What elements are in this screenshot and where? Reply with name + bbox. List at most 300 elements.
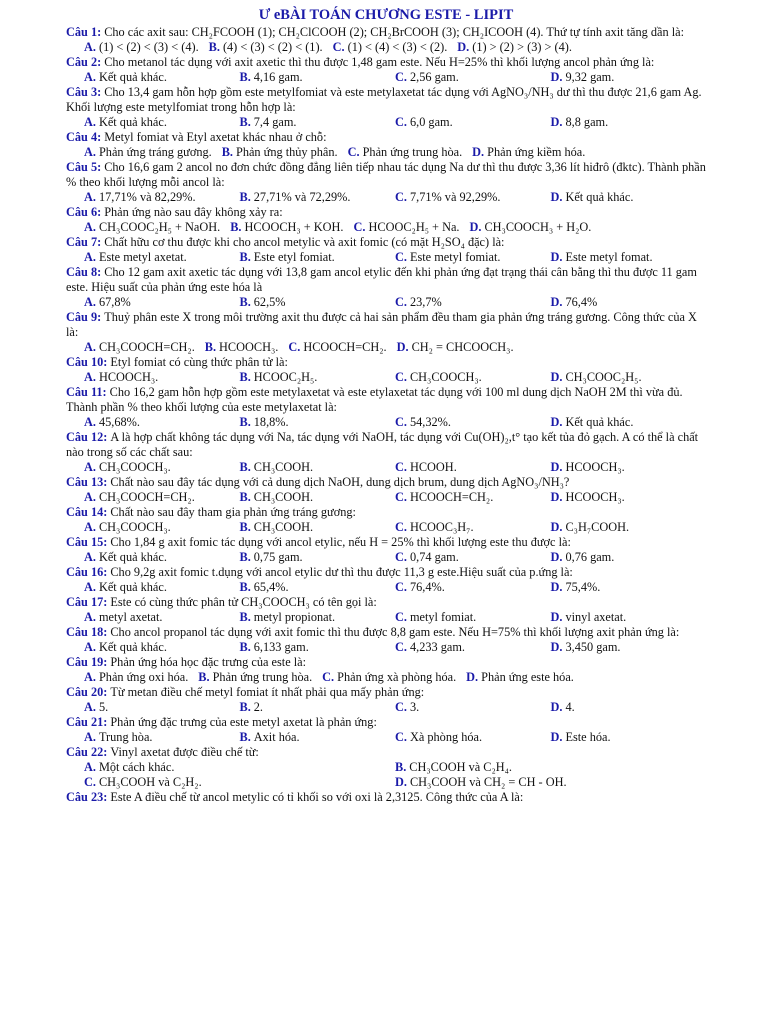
- question-number: Câu 22:: [66, 745, 108, 759]
- option-text: 0,75 gam.: [253, 550, 303, 564]
- answer-option-c: [395, 460, 551, 475]
- answer-option-a: [84, 340, 195, 354]
- answer-option-c: [395, 370, 551, 385]
- option-text: 7,71% và 92,29%.: [409, 190, 501, 204]
- answer-option-a: [84, 700, 240, 715]
- answer-option-c: [395, 250, 551, 265]
- option-text: HCOOCH₃.: [565, 460, 625, 474]
- question-7: [66, 235, 706, 265]
- answer-option-d: [395, 775, 706, 790]
- question-stem: [66, 475, 706, 490]
- question-text: Cho 16,6 gam 2 ancol no đơn chức đồng đẳng liên tiếp nhau tác dụng Na dư thì thu được 3,36 lít hiđrô (đktc). Thành phần % theo khối lượng mỗi ancol là:: [66, 160, 706, 189]
- question-14: [66, 505, 706, 535]
- option-text: (4) < (3) < (2) < (1).: [222, 40, 323, 54]
- option-text: (1) < (4) < (3) < (2).: [347, 40, 448, 54]
- answer-option-d: [551, 460, 707, 475]
- question-stem: [66, 565, 706, 580]
- option-text: Kết quả khác.: [98, 580, 167, 594]
- option-text: 45,68%.: [98, 415, 140, 429]
- answer-option-d: [551, 295, 707, 310]
- option-letter: B.: [239, 550, 251, 564]
- answer-option-a: [84, 730, 240, 745]
- answer-option-c: [322, 670, 456, 684]
- option-text: Este metyl axetat.: [98, 250, 187, 264]
- option-letter: D.: [550, 610, 563, 624]
- option-letter: B.: [239, 640, 251, 654]
- option-letter: D.: [550, 415, 563, 429]
- option-letter: A.: [84, 250, 96, 264]
- option-letter: C.: [288, 340, 301, 354]
- question-number: Câu 4:: [66, 130, 102, 144]
- answer-option-d: [551, 550, 707, 565]
- option-text: 27,71% và 72,29%.: [253, 190, 351, 204]
- option-text: CH₃COOC₂H₅ + NaOH.: [98, 220, 221, 234]
- question-stem: [66, 85, 706, 115]
- question-text: A là hợp chất không tác dụng với Na, tác dụng với NaOH, tác dụng với Cu(OH)₂,t° tạo kết tủa đỏ gạch. A có thể là chất nào trong số các chất sau:: [66, 430, 699, 459]
- answer-option-b: [240, 550, 396, 565]
- option-text: 76,4%.: [409, 580, 445, 594]
- answer-options: [66, 670, 706, 685]
- answer-option-c: [395, 190, 551, 205]
- option-text: Trung hòa.: [98, 730, 153, 744]
- option-letter: D.: [550, 115, 563, 129]
- option-letter: B.: [239, 580, 251, 594]
- question-22: [66, 745, 706, 790]
- option-text: Phản ứng este hóa.: [481, 670, 574, 684]
- option-letter: C.: [395, 700, 407, 714]
- answer-option-b: [240, 115, 396, 130]
- option-letter: B.: [239, 370, 251, 384]
- question-stem: [66, 55, 706, 70]
- option-letter: C.: [395, 295, 407, 309]
- answer-option-a: [84, 760, 395, 775]
- answer-option-a: [84, 640, 240, 655]
- option-text: HCOOC₂H₅.: [253, 370, 318, 384]
- answer-option-c: [395, 550, 551, 565]
- answer-options: [66, 580, 706, 595]
- question-number: Câu 7:: [66, 235, 102, 249]
- question-5: [66, 160, 706, 205]
- question-18: [66, 625, 706, 655]
- question-stem: [66, 25, 706, 40]
- option-letter: D.: [550, 730, 563, 744]
- option-text: vinyl axetat.: [565, 610, 627, 624]
- option-letter: B.: [230, 220, 242, 234]
- option-letter: A.: [84, 190, 96, 204]
- option-text: Este metyl fomat.: [565, 250, 653, 264]
- option-text: Phản ứng trung hòa.: [362, 145, 463, 159]
- answer-option-a: [84, 490, 240, 505]
- option-letter: D.: [550, 250, 563, 264]
- option-text: HCOOCH=CH₂.: [303, 340, 387, 354]
- option-text: Kết quả khác.: [98, 115, 167, 129]
- question-17: [66, 595, 706, 625]
- answer-option-d: [551, 115, 707, 130]
- option-text: (1) < (2) < (3) < (4).: [98, 40, 199, 54]
- answer-option-b: [240, 295, 396, 310]
- question-stem: [66, 235, 706, 250]
- option-text: CH₃COOCH₃.: [409, 370, 482, 384]
- answer-options: [66, 250, 706, 265]
- option-text: HCOOCH=CH₂.: [409, 490, 494, 504]
- answer-options: [66, 730, 706, 745]
- option-text: Kết quả khác.: [98, 550, 167, 564]
- option-letter: C.: [84, 775, 96, 789]
- option-letter: B.: [239, 415, 251, 429]
- question-number: Câu 15:: [66, 535, 108, 549]
- option-letter: C.: [322, 670, 335, 684]
- answer-option-b: [209, 40, 323, 54]
- option-letter: C.: [395, 370, 407, 384]
- option-letter: B.: [239, 520, 251, 534]
- option-letter: D.: [550, 700, 563, 714]
- option-text: CH₃COOCH=CH₂.: [98, 490, 195, 504]
- question-text: Cho 1,84 g axit fomic tác dụng với ancol etylic, nếu H = 25% thì khối lượng este thu được là:: [110, 535, 571, 549]
- option-letter: C.: [395, 115, 407, 129]
- option-letter: D.: [550, 370, 563, 384]
- option-text: 2,56 gam.: [409, 70, 459, 84]
- option-text: HCOOH.: [409, 460, 457, 474]
- answer-option-b: [240, 640, 396, 655]
- option-letter: C.: [395, 580, 407, 594]
- option-text: 3,450 gam.: [565, 640, 621, 654]
- answer-option-b: [240, 520, 396, 535]
- option-letter: D.: [550, 520, 563, 534]
- answer-option-b: [240, 70, 396, 85]
- question-15: [66, 535, 706, 565]
- option-text: 4,233 gam.: [409, 640, 465, 654]
- answer-option-a: [84, 415, 240, 430]
- option-text: metyl propionat.: [253, 610, 336, 624]
- option-text: Este etyl fomiat.: [253, 250, 335, 264]
- answer-option-b: [240, 490, 396, 505]
- question-number: Câu 9:: [66, 310, 102, 324]
- answer-option-d: [466, 670, 574, 684]
- option-letter: A.: [84, 730, 96, 744]
- answer-option-b: [240, 250, 396, 265]
- option-text: Phản ứng thủy phân.: [235, 145, 338, 159]
- question-text: Phản ứng đặc trưng của este metyl axetat là phản ứng:: [110, 715, 377, 729]
- answer-option-a: [84, 580, 240, 595]
- option-letter: C.: [395, 730, 407, 744]
- option-text: 65,4%.: [253, 580, 289, 594]
- option-letter: C.: [395, 610, 407, 624]
- document-title: Ư eBÀI TOÁN CHƯƠNG ESTE - LIPIT: [258, 7, 514, 23]
- question-stem: [66, 790, 706, 805]
- option-letter: C.: [395, 460, 407, 474]
- option-letter: B.: [239, 70, 251, 84]
- answer-option-d: [397, 340, 514, 354]
- question-number: Câu 23:: [66, 790, 108, 804]
- option-letter: A.: [84, 490, 96, 504]
- answer-option-b: [230, 220, 343, 234]
- option-letter: A.: [84, 40, 96, 54]
- question-number: Câu 16:: [66, 565, 108, 579]
- question-4: [66, 130, 706, 160]
- answer-option-c: [395, 295, 551, 310]
- question-10: [66, 355, 706, 385]
- answer-option-b: [222, 145, 338, 159]
- answer-option-d: [551, 640, 707, 655]
- answer-option-b: [205, 340, 279, 354]
- question-11: [66, 385, 706, 430]
- option-text: metyl axetat.: [98, 610, 163, 624]
- option-text: Xà phòng hóa.: [409, 730, 483, 744]
- answer-option-b: [240, 730, 396, 745]
- answer-option-c: [395, 610, 551, 625]
- option-text: 17,71% và 82,29%.: [98, 190, 196, 204]
- answer-options: [66, 295, 706, 310]
- option-text: 2.: [253, 700, 264, 714]
- option-letter: A.: [84, 640, 96, 654]
- option-text: Phản ứng oxi hóa.: [98, 670, 189, 684]
- answer-option-d: [551, 700, 707, 715]
- option-letter: D.: [550, 580, 563, 594]
- option-text: 9,32 gam.: [565, 70, 615, 84]
- option-letter: B.: [221, 145, 233, 159]
- option-text: CH₃COOH và C₂H₄.: [409, 760, 512, 774]
- answer-option-b: [198, 670, 312, 684]
- option-text: Phản ứng trung hòa.: [212, 670, 313, 684]
- answer-option-a: [84, 250, 240, 265]
- question-number: Câu 10:: [66, 355, 108, 369]
- option-letter: A.: [84, 220, 96, 234]
- answer-option-a: [84, 190, 240, 205]
- option-text: C₃H₇COOH.: [565, 520, 630, 534]
- option-text: HCOOCH₃ + KOH.: [244, 220, 344, 234]
- option-text: Kết quả khác.: [98, 70, 167, 84]
- option-text: Phản ứng xà phòng hóa.: [337, 670, 457, 684]
- option-text: 6,0 gam.: [409, 115, 453, 129]
- option-letter: B.: [239, 250, 251, 264]
- option-letter: A.: [84, 295, 96, 309]
- option-text: 7,4 gam.: [253, 115, 297, 129]
- option-text: HCOOC₂H₅ + Na.: [368, 220, 460, 234]
- question-text: Chất hữu cơ thu được khi cho ancol metylic và axit fomic (có mặt H₂SO₄ đặc) là:: [104, 235, 505, 249]
- answer-option-a: [84, 670, 188, 684]
- option-text: 23,7%: [409, 295, 442, 309]
- question-number: Câu 1:: [66, 25, 102, 39]
- question-text: Cho 16,2 gam hỗn hợp gồm este metylaxetat và este etylaxetat tác dụng với 100 ml dung dịch NaOH 2M thì vừa đủ. Thành phần % theo khối lượng của este metylaxetat là:: [66, 385, 683, 414]
- option-letter: D.: [472, 145, 485, 159]
- question-12: [66, 430, 706, 475]
- answer-options: [66, 610, 706, 625]
- question-number: Câu 3:: [66, 85, 102, 99]
- question-list: [66, 25, 706, 805]
- option-text: 4.: [565, 700, 575, 714]
- option-text: Axit hóa.: [253, 730, 300, 744]
- option-letter: B.: [239, 700, 251, 714]
- option-text: Một cách khác.: [98, 760, 175, 774]
- question-stem: [66, 685, 706, 700]
- option-letter: A.: [84, 580, 96, 594]
- question-stem: [66, 385, 706, 415]
- option-letter: A.: [84, 115, 96, 129]
- question-text: Cho 13,4 gam hỗn hợp gồm este metylfomiat và este metylaxetat tác dụng với AgNO₃/NH₃ dư thì thu được 21,6 gam Ag. Khối lượng este metylfomiat trong hỗn hợp là:: [66, 85, 702, 114]
- answer-option-c: [395, 580, 551, 595]
- option-letter: C.: [395, 550, 407, 564]
- answer-option-c: [395, 415, 551, 430]
- option-text: 8,8 gam.: [565, 115, 609, 129]
- question-2: [66, 55, 706, 85]
- question-9: [66, 310, 706, 355]
- option-letter: A.: [84, 415, 96, 429]
- option-letter: A.: [84, 670, 96, 684]
- option-text: 6,133 gam.: [253, 640, 309, 654]
- answer-option-a: [84, 610, 240, 625]
- option-text: 4,16 gam.: [253, 70, 303, 84]
- question-16: [66, 565, 706, 595]
- option-letter: A.: [84, 700, 96, 714]
- option-letter: D.: [457, 40, 470, 54]
- question-number: Câu 19:: [66, 655, 108, 669]
- answer-option-d: [457, 40, 572, 54]
- answer-option-a: [84, 370, 240, 385]
- answer-options: [66, 40, 706, 55]
- option-letter: B.: [239, 115, 251, 129]
- option-letter: D.: [550, 460, 563, 474]
- question-19: [66, 655, 706, 685]
- question-number: Câu 21:: [66, 715, 108, 729]
- answer-option-c: [395, 730, 551, 745]
- answer-option-d: [551, 370, 707, 385]
- question-13: [66, 475, 706, 505]
- question-stem: [66, 625, 706, 640]
- answer-option-a: [84, 460, 240, 475]
- question-20: [66, 685, 706, 715]
- answer-option-b: [240, 370, 396, 385]
- option-letter: D.: [550, 490, 563, 504]
- option-letter: C.: [395, 520, 407, 534]
- question-text: Từ metan điều chế metyl fomiat ít nhất phải qua mấy phản ứng:: [110, 685, 425, 699]
- question-stem: [66, 655, 706, 670]
- option-letter: B.: [239, 190, 251, 204]
- question-text: Vinyl axetat được điều chế từ:: [110, 745, 259, 759]
- option-text: Phản ứng kiềm hóa.: [487, 145, 586, 159]
- option-text: CH₃COOCH₃.: [98, 520, 171, 534]
- option-letter: D.: [395, 775, 407, 789]
- answer-option-a: [84, 295, 240, 310]
- option-letter: A.: [84, 550, 96, 564]
- answer-option-c: [395, 70, 551, 85]
- answer-options: [66, 70, 706, 85]
- option-text: 18,8%.: [253, 415, 289, 429]
- question-stem: [66, 430, 706, 460]
- option-text: HCOOCH₃.: [98, 370, 159, 384]
- question-number: Câu 13:: [66, 475, 108, 489]
- option-text: HCOOCH₃.: [219, 340, 279, 354]
- option-text: Este metyl fomiat.: [409, 250, 501, 264]
- option-letter: B.: [239, 610, 251, 624]
- answer-option-a: [84, 40, 199, 54]
- answer-option-d: [551, 610, 707, 625]
- answer-option-c: [395, 700, 551, 715]
- option-letter: D.: [550, 190, 563, 204]
- question-stem: [66, 130, 706, 145]
- answer-option-d: [551, 520, 707, 535]
- answer-options: [66, 550, 706, 565]
- question-text: Phản ứng nào sau đây không xảy ra:: [104, 205, 283, 219]
- question-number: Câu 2:: [66, 55, 102, 69]
- option-letter: B.: [208, 40, 220, 54]
- question-stem: [66, 310, 706, 340]
- option-letter: C.: [395, 640, 407, 654]
- answer-options: [66, 115, 706, 130]
- answer-options: [66, 340, 706, 355]
- option-text: HCOOC₃H₇.: [409, 520, 474, 534]
- question-text: Cho metanol tác dụng với axit axetic thì thu được 1,48 gam este. Nếu H=25% thì khối lượng ancol phản ứng là:: [104, 55, 655, 69]
- option-text: Kết quả khác.: [565, 190, 634, 204]
- option-letter: C.: [332, 40, 345, 54]
- question-text: Cho 12 gam axit axetic tác dụng với 13,8 gam ancol etylic đến khi phản ứng đạt trạng thái cân bằng thì thu được 11 gam este. Hiệu suất của phản ứng este hóa là: [66, 265, 697, 294]
- answer-option-d: [551, 490, 707, 505]
- option-text: 76,4%: [565, 295, 598, 309]
- question-number: Câu 14:: [66, 505, 108, 519]
- option-text: CH₃COOCH=CH₂.: [98, 340, 195, 354]
- option-text: CH₂ = CHCOOCH₃.: [411, 340, 514, 354]
- answer-option-c: [395, 640, 551, 655]
- option-text: 54,32%.: [409, 415, 451, 429]
- answer-option-a: [84, 220, 220, 234]
- question-number: Câu 12:: [66, 430, 108, 444]
- answer-option-d: [551, 70, 707, 85]
- option-letter: B.: [395, 760, 407, 774]
- option-text: CH₃COOC₂H₅.: [565, 370, 642, 384]
- option-text: 0,76 gam.: [565, 550, 615, 564]
- answer-option-b: [240, 415, 396, 430]
- answer-option-c: [354, 220, 460, 234]
- option-letter: A.: [84, 520, 96, 534]
- answer-option-a: [84, 70, 240, 85]
- option-letter: C.: [395, 70, 407, 84]
- option-letter: C.: [347, 145, 360, 159]
- question-1: [66, 25, 706, 55]
- question-text: Metyl fomiat và Etyl axetat khác nhau ở chỗ:: [104, 130, 327, 144]
- option-text: CH₃COOH.: [253, 490, 314, 504]
- option-letter: C.: [395, 190, 407, 204]
- option-text: 5.: [98, 700, 109, 714]
- option-letter: D.: [550, 640, 563, 654]
- option-letter: B.: [239, 490, 251, 504]
- answer-option-b: [240, 190, 396, 205]
- question-text: Phản ứng hóa học đặc trưng của este là:: [110, 655, 307, 669]
- question-text: Thuỷ phân este X trong môi trường axit thu được cả hai sản phẩm đều tham gia phản ứng tráng gương. Công thức của X là:: [66, 310, 697, 339]
- option-text: HCOOCH₃.: [565, 490, 625, 504]
- question-6: [66, 205, 706, 235]
- question-stem: [66, 595, 706, 610]
- question-stem: [66, 505, 706, 520]
- option-text: 0,74 gam.: [409, 550, 459, 564]
- answer-options: [66, 220, 706, 235]
- option-text: Kết quả khác.: [98, 640, 167, 654]
- question-text: Cho ancol propanol tác dụng với axit fomic thì thu được 8,8 gam este. Nếu H=75% thì khối lượng axit phản ứng là:: [110, 625, 680, 639]
- option-text: 75,4%.: [565, 580, 601, 594]
- option-text: CH₃COOH.: [253, 460, 314, 474]
- option-letter: C.: [395, 250, 407, 264]
- option-letter: D.: [469, 220, 482, 234]
- answer-option-c: [288, 340, 386, 354]
- option-text: Phản ứng tráng gương.: [98, 145, 212, 159]
- answer-options: [66, 640, 706, 655]
- answer-options: [66, 190, 706, 205]
- question-text: Chất nào sau đây tham gia phản ứng tráng gương:: [110, 505, 356, 519]
- option-text: (1) > (2) > (3) > (4).: [472, 40, 572, 54]
- answer-option-d: [551, 580, 707, 595]
- answer-options: [66, 760, 706, 790]
- answer-option-c: [84, 775, 395, 790]
- question-text: Cho 9,2g axit fomic t.dụng với ancol etylic dư thì thu được 11,3 g este.Hiệu suất của p.ứng là:: [110, 565, 573, 579]
- answer-option-b: [240, 460, 396, 475]
